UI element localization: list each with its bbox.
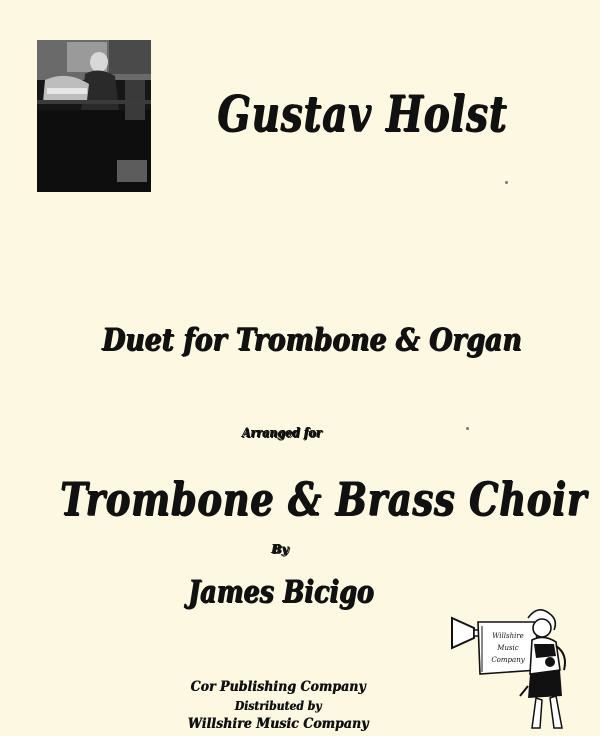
publisher-name: Cor Publishing Company (190, 679, 366, 695)
arranged-for-label: Arranged for (242, 426, 322, 441)
piece-title: Duet for Trombone & Organ (102, 322, 522, 358)
logo-banner-line3: Company (491, 656, 525, 664)
composer-photo (37, 40, 151, 192)
publisher-logo (446, 600, 576, 736)
logo-banner-line1: Willshire (492, 632, 524, 640)
logo-banner-line2: Music (497, 644, 519, 652)
distributed-by-label: Distributed by (234, 699, 322, 713)
paper-speck (466, 427, 469, 430)
arranger-name: James Bicigo (188, 574, 374, 610)
trumpet-icon (452, 618, 474, 648)
by-label: By (271, 542, 289, 556)
paper-speck (505, 181, 508, 184)
composer-name: Gustav Holst (217, 84, 508, 143)
distributor-name: Willshire Music Company (187, 716, 369, 732)
ensemble-title: Trombone & Brass Choir (60, 472, 588, 526)
